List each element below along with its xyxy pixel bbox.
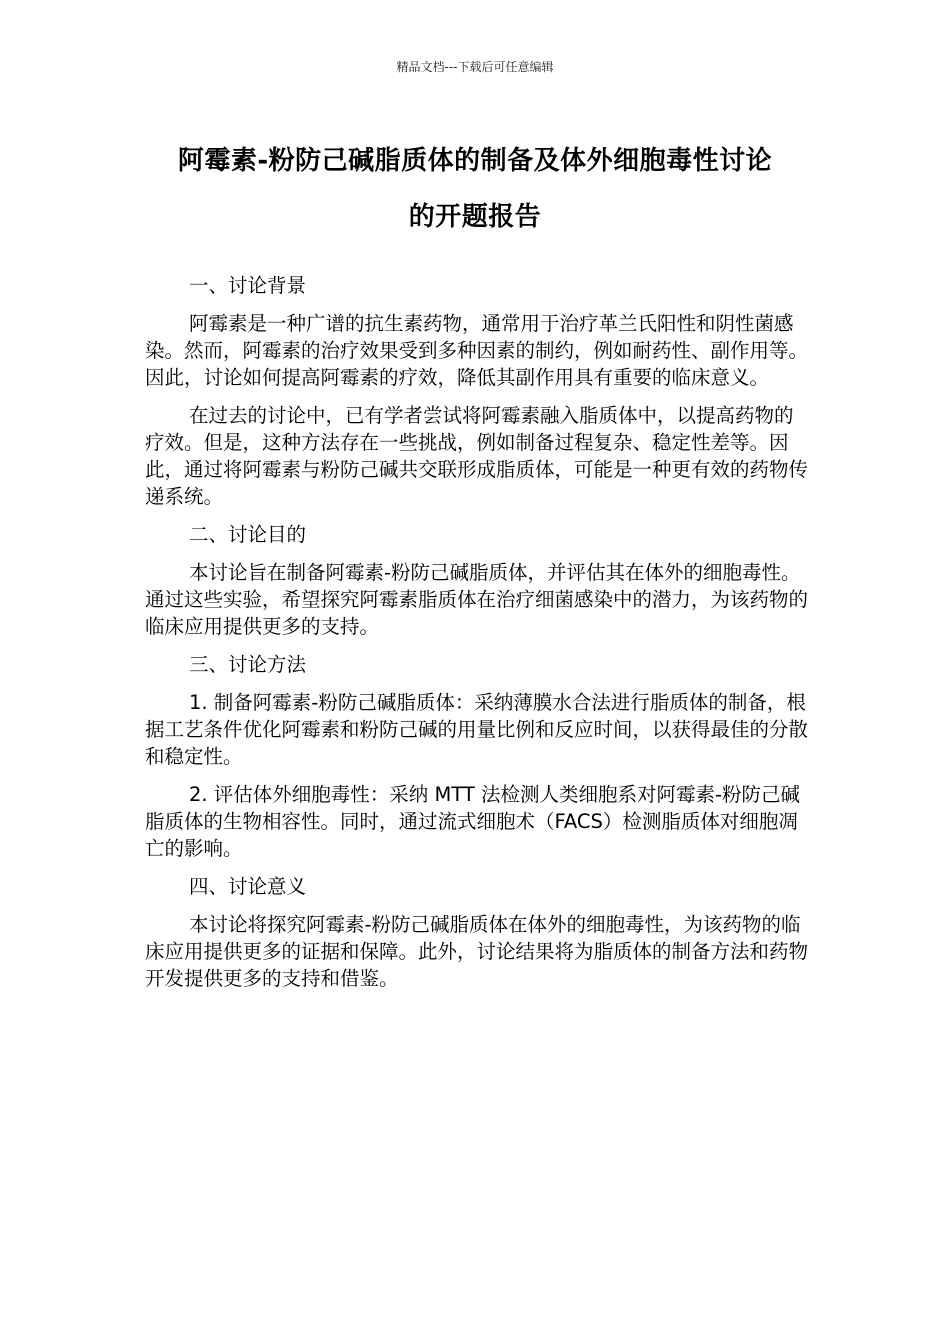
paragraph-significance: 本讨论将探究阿霉素-粉防己碱脂质体在体外的细胞毒性，为该药物的临床应用提供更多的证据和保障。此外，讨论结果将为脂质体的制备方法和药物开发提供更多的支持和借鉴。 <box>145 913 809 990</box>
paragraph-method-2: 2. 评估体外细胞毒性：采纳 MTT 法检测人类细胞系对阿霉素-粉防己碱脂质体的生物相容性。同时，通过流式细胞术（FACS）检测脂质体对细胞凋亡的影响。 <box>145 783 801 860</box>
document-title-line-2: 的开题报告 <box>408 202 542 232</box>
paragraph-purpose: 本讨论旨在制备阿霉素-粉防己碱脂质体，并评估其在体外的细胞毒性。通过这些实验，希望探究阿霉素脂质体在治疗细菌感染中的潜力，为该药物的临床应用提供更多的支持。 <box>145 561 809 638</box>
section-heading-background: 一、讨论背景 <box>189 274 307 297</box>
section-heading-significance: 四、讨论意义 <box>189 875 307 898</box>
section-heading-methods: 三、讨论方法 <box>189 653 307 676</box>
section-heading-purpose: 二、讨论目的 <box>189 523 307 546</box>
paragraph-background-2: 在过去的讨论中，已有学者尝试将阿霉素融入脂质体中，以提高药物的疗效。但是，这种方法存在一些挑战，例如制备过程复杂、稳定性差等。因此，通过将阿霉素与粉防己碱共交联形成脂质体，可能是一种更有效的药物传递系统。 <box>145 404 809 508</box>
page-header: 精品文档---下载后可任意编辑 <box>396 60 554 74</box>
paragraph-method-1: 1. 制备阿霉素-粉防己碱脂质体：采纳薄膜水合法进行脂质体的制备，根据工艺条件优化阿霉素和粉防己碱的用量比例和反应时间，以获得最佳的分散和稳定性。 <box>145 691 809 768</box>
document-title-line-1: 阿霉素-粉防己碱脂质体的制备及体外细胞毒性讨论 <box>177 146 773 176</box>
document-body <box>145 272 810 1003</box>
paragraph-background-1: 阿霉素是一种广谱的抗生素药物，通常用于治疗革兰氏阳性和阴性菌感染。然而，阿霉素的治疗效果受到多种因素的制约，例如耐药性、副作用等。因此，讨论如何提高阿霉素的疗效，降低其副作用具有重要的临床意义。 <box>145 312 809 389</box>
